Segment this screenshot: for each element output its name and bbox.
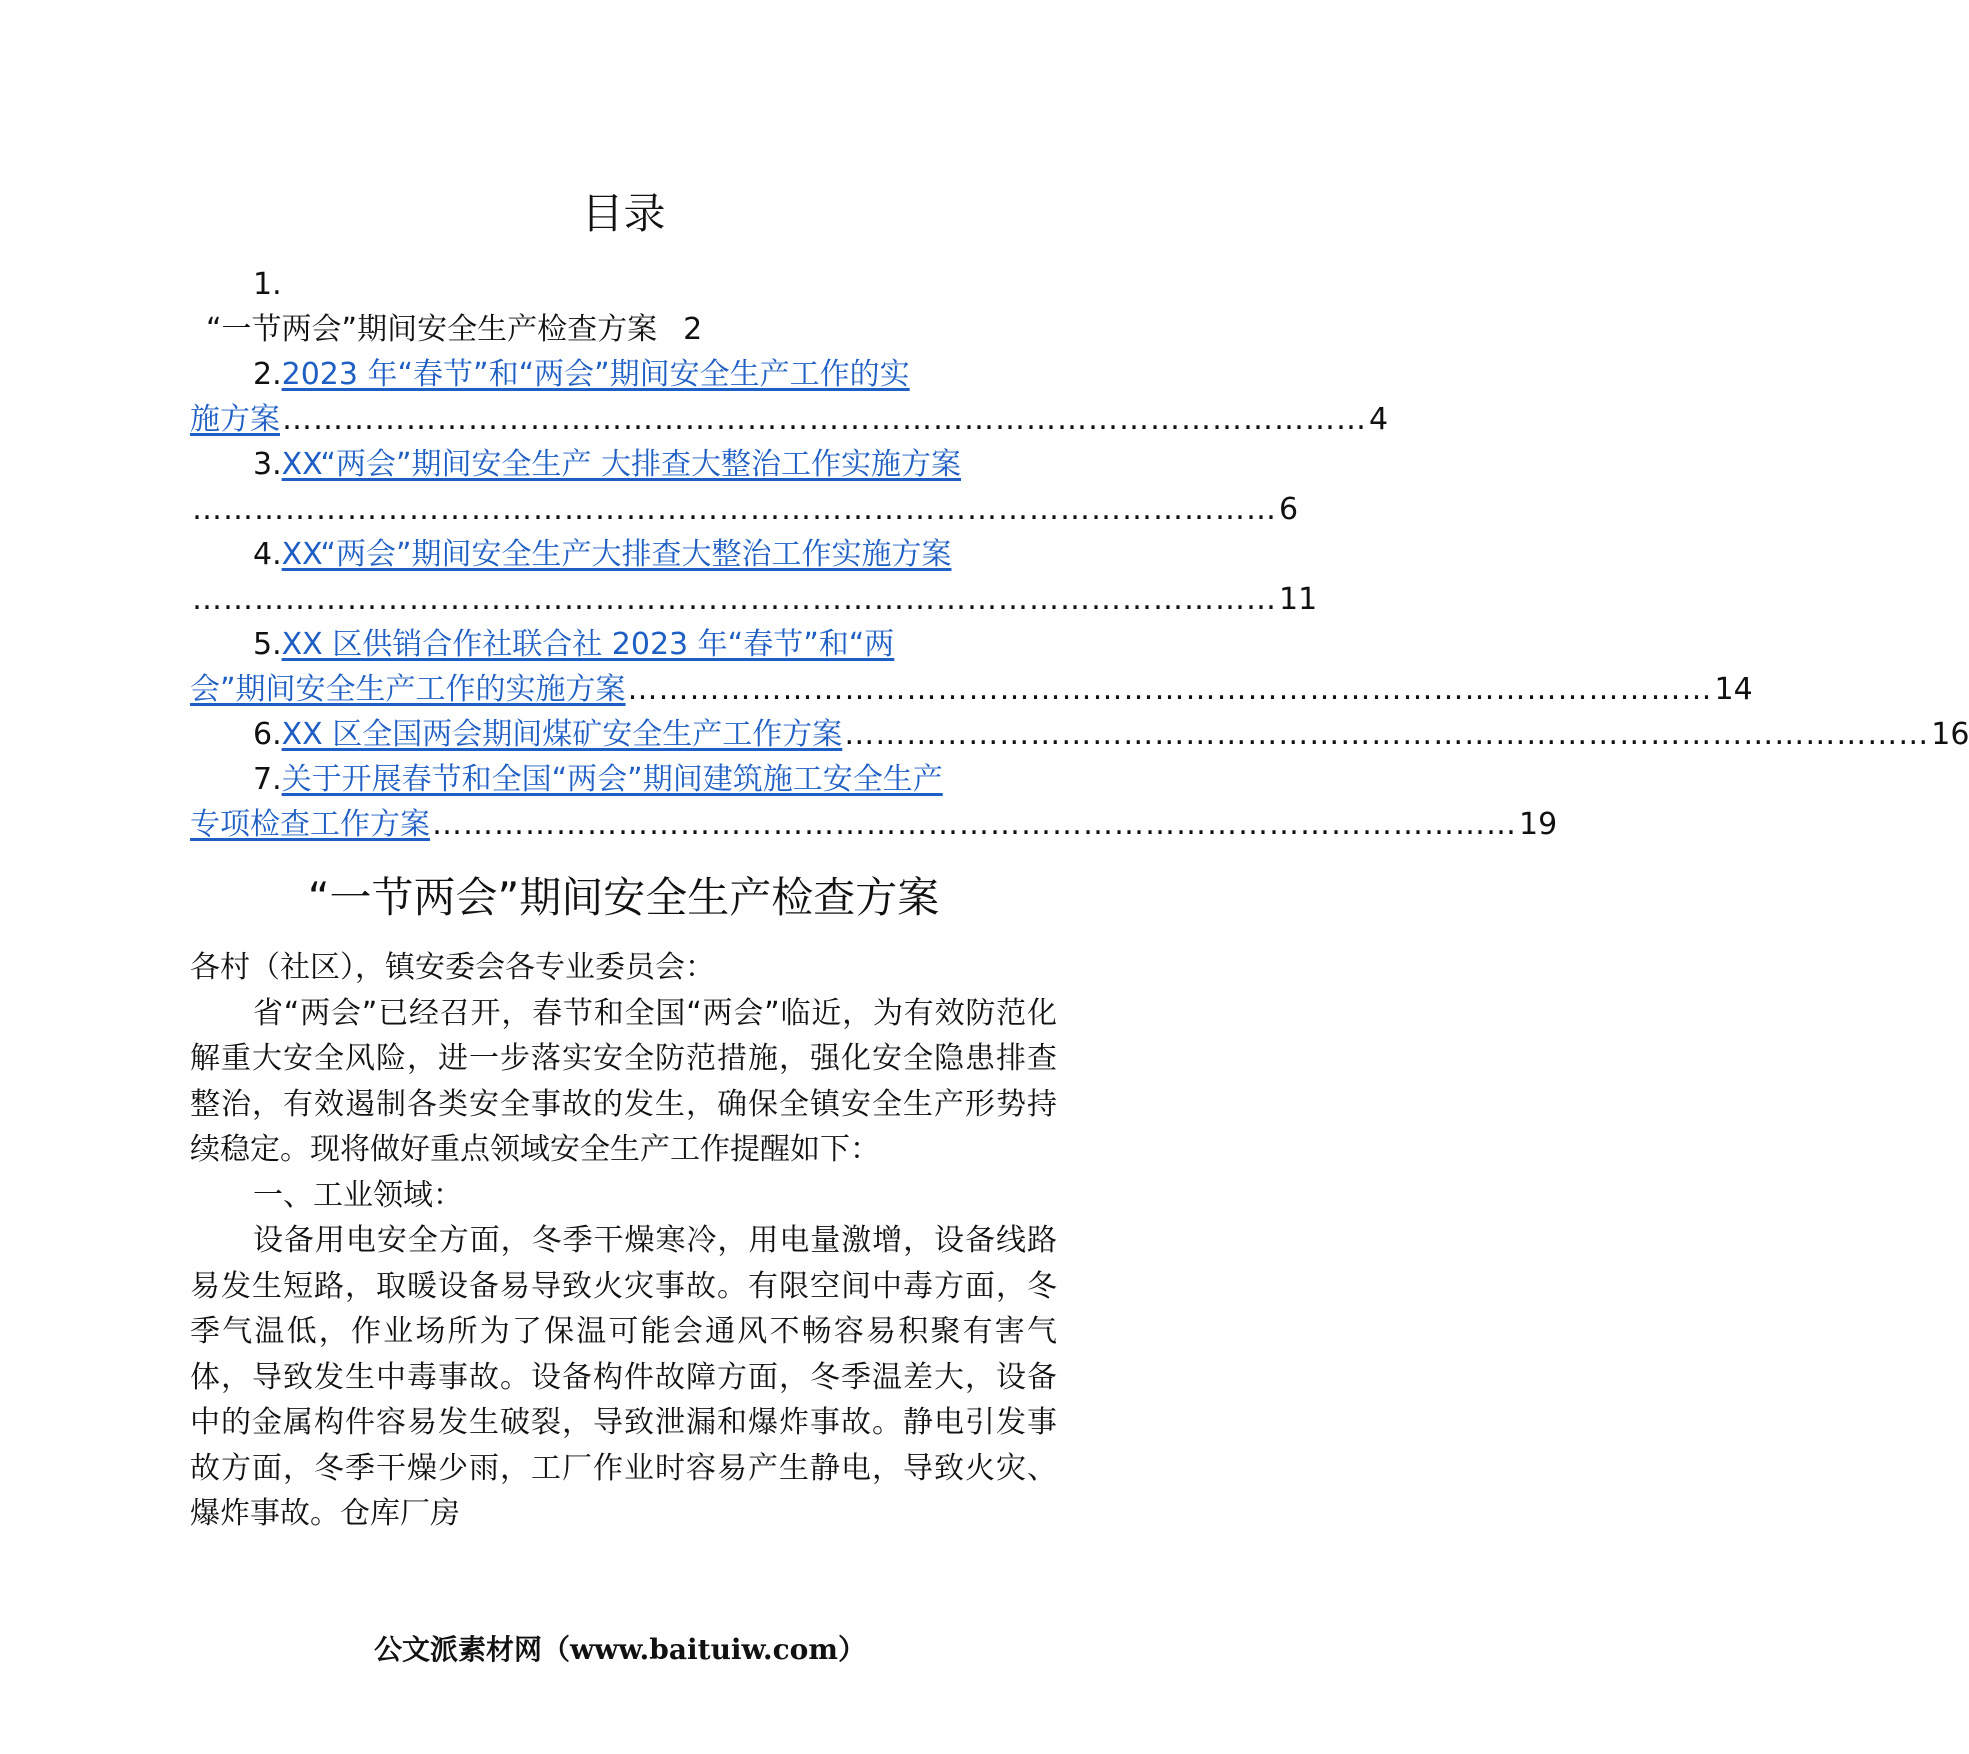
toc-entry-number: 4.	[253, 537, 282, 572]
document-title: “一节两会”期间安全生产检查方案	[307, 873, 940, 922]
toc-entry-link[interactable]: XX 区供销合作社联合社 2023 年“春节”和“两	[281, 627, 895, 662]
toc-entry-link[interactable]: XX“两会”期间安全生产 大排查大整治工作实施方案	[281, 447, 962, 482]
section-heading-1: 一、工业领域：	[253, 1177, 463, 1213]
toc-entry-link[interactable]: 2023 年“春节”和“两会”期间安全生产工作的实	[281, 357, 910, 392]
toc-entry-3-line2	[190, 487, 1299, 532]
toc-entry-link-continued[interactable]: 专项检查工作方案	[190, 807, 430, 842]
toc-entry-title: “一节两会”期间安全生产检查方案	[206, 312, 658, 347]
toc-entry-1	[190, 262, 1057, 352]
toc-entry-number: 1.	[253, 267, 282, 302]
toc-leader-dots: ……………………………………………………………………………………………	[282, 402, 1367, 437]
toc-entry-page: 4	[1369, 402, 1389, 437]
toc-entry-link[interactable]: XX“两会”期间安全生产大排查大整治工作实施方案	[281, 537, 952, 572]
toc-entry-page: 16	[1931, 717, 1969, 752]
toc-leader-dots: ……………………………………………………………………………………………	[192, 492, 1277, 527]
toc-entry-3-line1	[190, 442, 1057, 487]
toc-entry-5	[190, 622, 1753, 712]
toc-entry-number: 3.	[253, 447, 282, 482]
toc-entry-link[interactable]: XX 区全国两会期间煤矿安全生产工作方案	[281, 717, 843, 752]
toc-entry-6	[190, 712, 1969, 757]
toc-entry-page: 11	[1279, 582, 1318, 617]
body-paragraph-1: 省“两会”已经召开，春节和全国“两会”临近，为有效防范化解重大安全风险，进一步落实安全防范措施，强化安全隐患排查整治，有效遏制各类安全事故的发生，确保全镇安全生产形势持续稳定。现将做好重点领域安全生产工作提醒如下：	[190, 995, 1057, 1167]
toc-leader-dots: ……………………………………………………………………………………………	[627, 672, 1713, 707]
salutation: 各村（社区），镇安委会各专业委员会：	[190, 950, 715, 985]
toc-entry-2-line2	[190, 397, 1389, 442]
toc-entry-5-line2	[190, 667, 1753, 712]
toc-entry-number: 5.	[253, 627, 282, 662]
toc-entry-number: 7.	[253, 762, 282, 797]
toc-entry-4	[190, 532, 1318, 622]
toc-leader-dots: ……………………………………………………………………………………………	[192, 582, 1277, 617]
body-paragraph-2: 设备用电安全方面，冬季干燥寒冷，用电量激增，设备线路易发生短路，取暖设备易导致火灾事故。有限空间中毒方面，冬季气温低，作业场所为了保温可能会通风不畅容易积聚有害气体，导致发生中毒事故。设备构件故障方面，冬季温差大，设备中的金属构件容易发生破裂，导致泄漏和爆炸事故。静电引发事故方面，冬季干燥少雨，工厂作业时容易产生静电，导致火灾、爆炸事故。仓库厂房	[190, 1223, 1057, 1531]
toc-entry-page: 19	[1519, 807, 1558, 842]
toc-entry-page: 2	[683, 312, 703, 347]
document-body	[190, 945, 1057, 1537]
toc-entry-2	[190, 352, 1389, 442]
toc-entry-page: 6	[1279, 492, 1299, 527]
toc-entry-link[interactable]: 关于开展春节和全国“两会”期间建筑施工安全生产	[281, 762, 943, 797]
toc-entry-page: 14	[1714, 672, 1753, 707]
toc-entry-1-line2	[190, 307, 1057, 352]
toc-entry-4-line1	[190, 532, 1057, 577]
toc-entry-5-line1	[190, 622, 1057, 667]
toc-entry-7-line1	[190, 757, 1057, 802]
toc-entry-3	[190, 442, 1299, 532]
toc-entry-number: 6.	[253, 717, 282, 752]
toc-entry-7-line2	[190, 802, 1558, 847]
toc-entry-7	[190, 757, 1558, 847]
toc-entry-6-line1	[190, 712, 1969, 757]
toc-entry-link-continued[interactable]: 会”期间安全生产工作的实施方案	[190, 672, 626, 707]
footer-watermark: 公文派素材网（www.baituiw.com）	[374, 1633, 866, 1666]
toc-leader-dots: ……………………………………………………………………………………………	[432, 807, 1517, 842]
toc-entry-link-continued[interactable]: 施方案	[190, 402, 280, 437]
toc-leader-dots: ……………………………………………………………………………………………	[844, 717, 1930, 752]
toc-entry-2-line1	[190, 352, 1057, 397]
table-of-contents	[190, 262, 1969, 847]
toc-entry-number: 2.	[253, 357, 282, 392]
toc-entry-4-line2	[190, 577, 1318, 622]
toc-entry-1-line1	[190, 262, 1057, 307]
toc-heading: 目录	[581, 189, 666, 238]
